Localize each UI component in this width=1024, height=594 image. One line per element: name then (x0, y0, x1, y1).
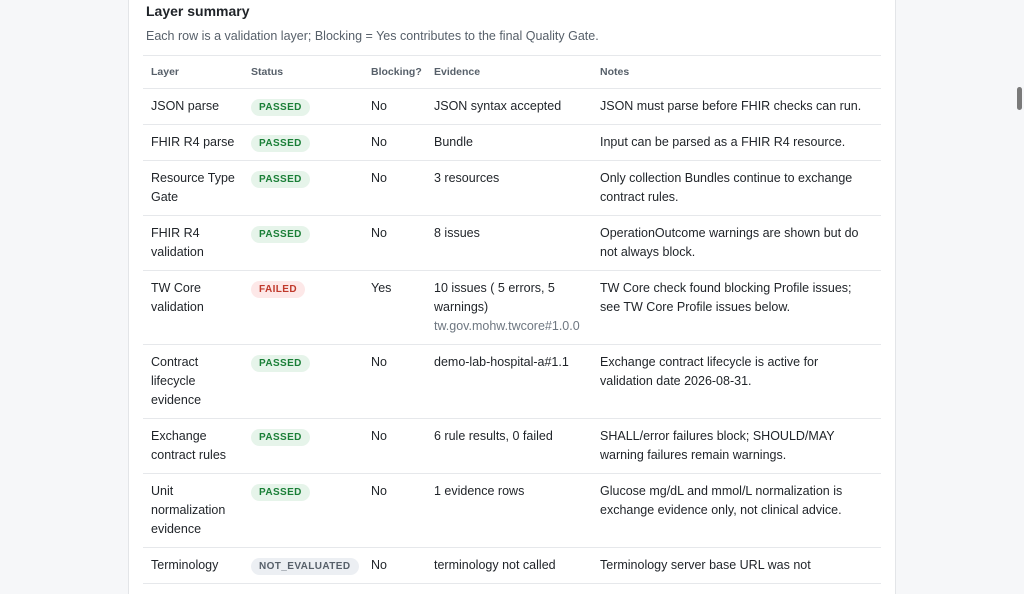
cell-notes: OperationOutcome warnings are shown but do not always block. (592, 216, 881, 271)
table-row (143, 474, 881, 548)
status-badge: PASSED (251, 171, 310, 188)
table-header-row (143, 56, 881, 89)
cell-blocking: No (363, 474, 426, 548)
status-badge: PASSED (251, 355, 310, 372)
cell-evidence (426, 345, 592, 419)
cell-layer: TW Core validation (143, 271, 243, 345)
cell-evidence (426, 474, 592, 548)
cell-status (243, 548, 363, 584)
scrollbar-thumb[interactable] (1017, 87, 1022, 110)
table-row (143, 345, 881, 419)
cell-notes: TW Core check found blocking Profile issues; see TW Core Profile issues below. (592, 271, 881, 345)
evidence-text: Bundle (434, 135, 473, 149)
evidence-text: 8 issues (434, 226, 480, 240)
cell-status (243, 474, 363, 548)
evidence-text: demo-lab-hospital-a#1.1 (434, 355, 569, 369)
table-row (143, 271, 881, 345)
table-row (143, 419, 881, 474)
cell-layer: Resource Type Gate (143, 161, 243, 216)
cell-layer: Terminology (143, 548, 243, 584)
cell-layer: Exchange contract rules (143, 419, 243, 474)
cell-notes: Terminology server base URL was not (592, 548, 881, 584)
table-row (143, 89, 881, 125)
cell-notes: Input can be parsed as a FHIR R4 resource. (592, 125, 881, 161)
cell-status (243, 161, 363, 216)
table-row (143, 548, 881, 584)
status-badge: NOT_EVALUATED (251, 558, 359, 575)
layer-summary-table (143, 55, 881, 584)
status-badge: PASSED (251, 429, 310, 446)
status-badge: PASSED (251, 135, 310, 152)
cell-blocking: No (363, 548, 426, 584)
table-row (143, 125, 881, 161)
cell-evidence (426, 89, 592, 125)
cell-notes: Exchange contract lifecycle is active for validation date 2026-08-31. (592, 345, 881, 419)
header-layer: Layer (143, 56, 243, 89)
cell-layer: Unit normalization evidence (143, 474, 243, 548)
cell-evidence (426, 548, 592, 584)
evidence-text: 1 evidence rows (434, 484, 525, 498)
cell-layer: JSON parse (143, 89, 243, 125)
header-status: Status (243, 56, 363, 89)
cell-notes: JSON must parse before FHIR checks can run. (592, 89, 881, 125)
evidence-text: terminology not called (434, 558, 556, 572)
cell-status (243, 345, 363, 419)
cell-blocking: Yes (363, 271, 426, 345)
cell-notes: Glucose mg/dL and mmol/L normalization is exchange evidence only, not clinical advice. (592, 474, 881, 548)
section-subtitle: Each row is a validation layer; Blocking = Yes contributes to the final Quality Gate. (146, 29, 599, 43)
cell-status (243, 125, 363, 161)
cell-status (243, 271, 363, 345)
header-notes: Notes (592, 56, 881, 89)
header-blocking: Blocking? (363, 56, 426, 89)
cell-notes: SHALL/error failures block; SHOULD/MAY warning failures remain warnings. (592, 419, 881, 474)
table-row (143, 216, 881, 271)
evidence-text: 10 issues ( 5 errors, 5 warnings) (434, 281, 555, 314)
table-body (143, 89, 881, 584)
cell-blocking: No (363, 161, 426, 216)
cell-evidence (426, 419, 592, 474)
cell-evidence (426, 216, 592, 271)
cell-evidence (426, 161, 592, 216)
cell-blocking: No (363, 216, 426, 271)
status-badge: FAILED (251, 281, 305, 298)
layer-summary-card (128, 0, 896, 594)
cell-blocking: No (363, 345, 426, 419)
cell-layer: Contract lifecycle evidence (143, 345, 243, 419)
cell-status (243, 419, 363, 474)
evidence-text: JSON syntax accepted (434, 99, 562, 113)
evidence-text: 6 rule results, 0 failed (434, 429, 553, 443)
evidence-package-id: tw.gov.mohw.twcore#1.0.0 (434, 319, 580, 333)
cell-evidence (426, 125, 592, 161)
cell-notes: Only collection Bundles continue to exchange contract rules. (592, 161, 881, 216)
cell-blocking: No (363, 89, 426, 125)
cell-status (243, 89, 363, 125)
status-badge: PASSED (251, 99, 310, 116)
cell-evidence (426, 271, 592, 345)
status-badge: PASSED (251, 226, 310, 243)
cell-layer: FHIR R4 parse (143, 125, 243, 161)
evidence-text: 3 resources (434, 171, 500, 185)
cell-blocking: No (363, 419, 426, 474)
status-badge: PASSED (251, 484, 310, 501)
table-row (143, 161, 881, 216)
section-title: Layer summary (146, 3, 250, 19)
cell-status (243, 216, 363, 271)
cell-layer: FHIR R4 validation (143, 216, 243, 271)
header-evidence: Evidence (426, 56, 592, 89)
cell-blocking: No (363, 125, 426, 161)
